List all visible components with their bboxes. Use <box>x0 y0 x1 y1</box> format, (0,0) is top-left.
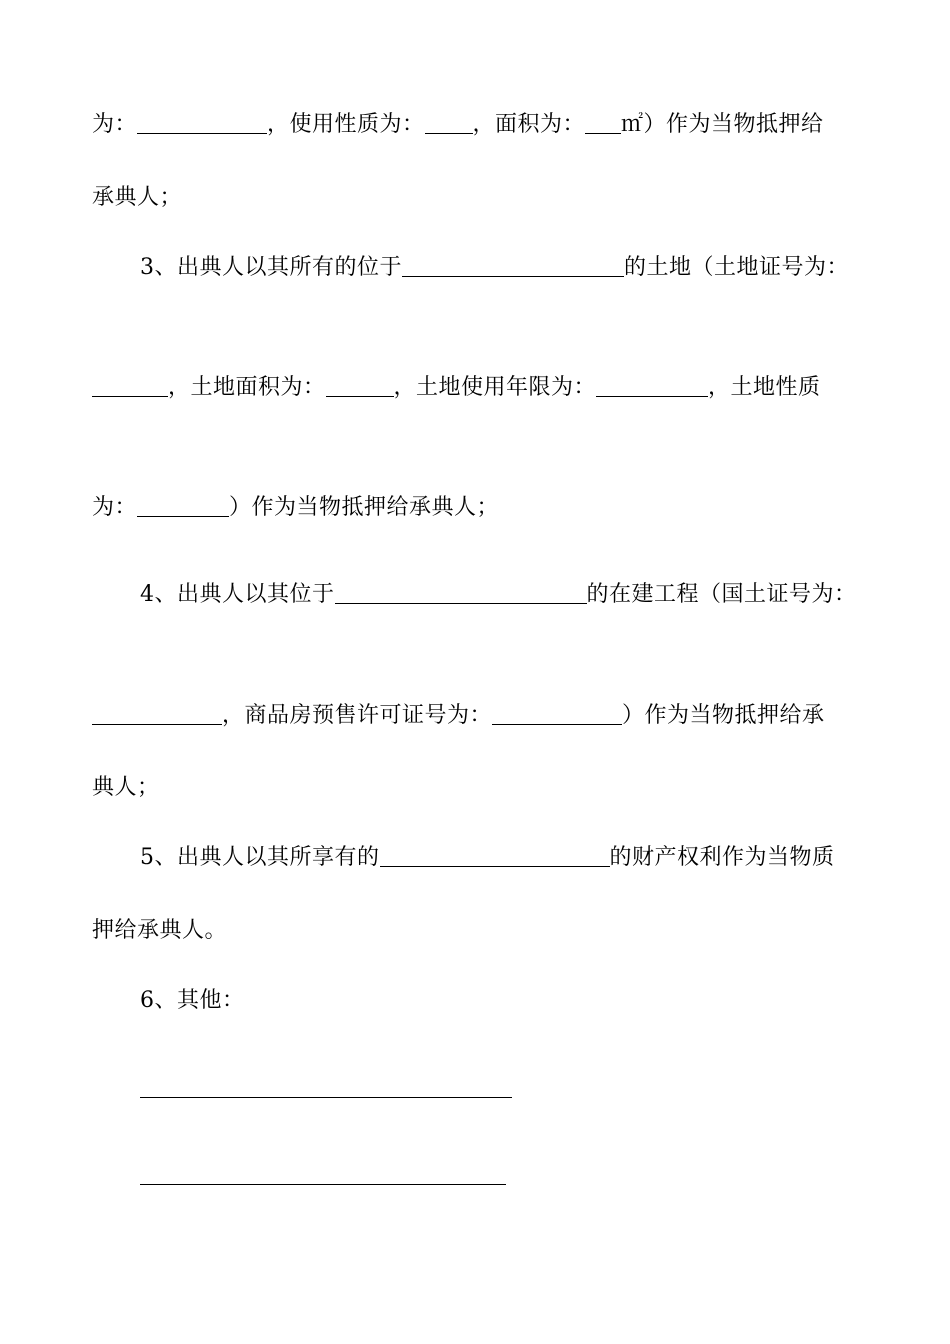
p3-prefix: 3、出典人以其所有的位于 <box>140 255 402 280</box>
p2-blank-address[interactable] <box>137 111 267 134</box>
p3-blank-area[interactable] <box>326 374 394 397</box>
p3-line3-suffix: ）作为当物抵押给承典人； <box>229 495 500 520</box>
p3-blank-cert-no[interactable] <box>92 374 168 397</box>
p5-line-1 <box>140 843 862 873</box>
p3-suffix: 的土地（土地证号为： <box>624 255 850 280</box>
p4-line-3 <box>92 773 862 803</box>
p4-line2-suffix: ）作为当物抵押给承 <box>622 703 825 728</box>
p3-line3-prefix: 为： <box>92 495 138 520</box>
p2-line-1 <box>92 110 862 140</box>
p2-suffix: ㎡）作为当物抵押给 <box>621 112 824 137</box>
p4-blank-location[interactable] <box>335 581 587 604</box>
p3-nature-label: ，土地性质 <box>708 375 821 400</box>
p4-prefix: 4、出典人以其位于 <box>140 582 335 607</box>
p4-line3-text: 典人； <box>92 775 160 800</box>
p3-blank-nature[interactable] <box>137 494 229 517</box>
p4-line-1 <box>140 580 862 610</box>
p3-line-3 <box>92 493 862 523</box>
p2-prefix: 为： <box>92 112 138 137</box>
p5-prefix: 5、出典人以其所享有的 <box>140 845 380 870</box>
p6-label: 6、其他： <box>140 988 245 1013</box>
p2-line-2 <box>92 183 862 213</box>
p4-line-2 <box>92 701 862 731</box>
p5-line-2 <box>92 916 862 946</box>
p3-blank-term[interactable] <box>596 374 708 397</box>
p5-blank-property[interactable] <box>380 844 610 867</box>
p2-blank-usage[interactable] <box>425 111 473 134</box>
p2-usage-label: ，使用性质为： <box>267 112 425 137</box>
p4-blank-permit[interactable] <box>492 702 622 725</box>
p2-line2-text: 承典人； <box>92 185 183 210</box>
p4-blank-land-cert[interactable] <box>92 702 222 725</box>
p6-blank-line-1[interactable] <box>140 1097 512 1098</box>
p4-suffix: 的在建工程（国土证号为： <box>586 582 857 607</box>
p3-line-1 <box>140 253 862 283</box>
p6-line-1 <box>140 986 862 1016</box>
p5-line2-text: 押给承典人。 <box>92 918 228 943</box>
p3-line-2 <box>92 373 862 403</box>
p3-term-label: ，土地使用年限为： <box>393 375 597 400</box>
p2-area-label: ，面积为： <box>472 112 586 137</box>
p2-blank-area[interactable] <box>585 111 621 134</box>
p6-blank-line-2[interactable] <box>140 1184 506 1185</box>
p4-permit-label: ，商品房预售许可证号为： <box>222 703 493 728</box>
p3-area-label: ，土地面积为： <box>168 375 326 400</box>
p5-suffix: 的财产权利作为当物质 <box>609 845 835 870</box>
p3-blank-location[interactable] <box>402 254 624 277</box>
